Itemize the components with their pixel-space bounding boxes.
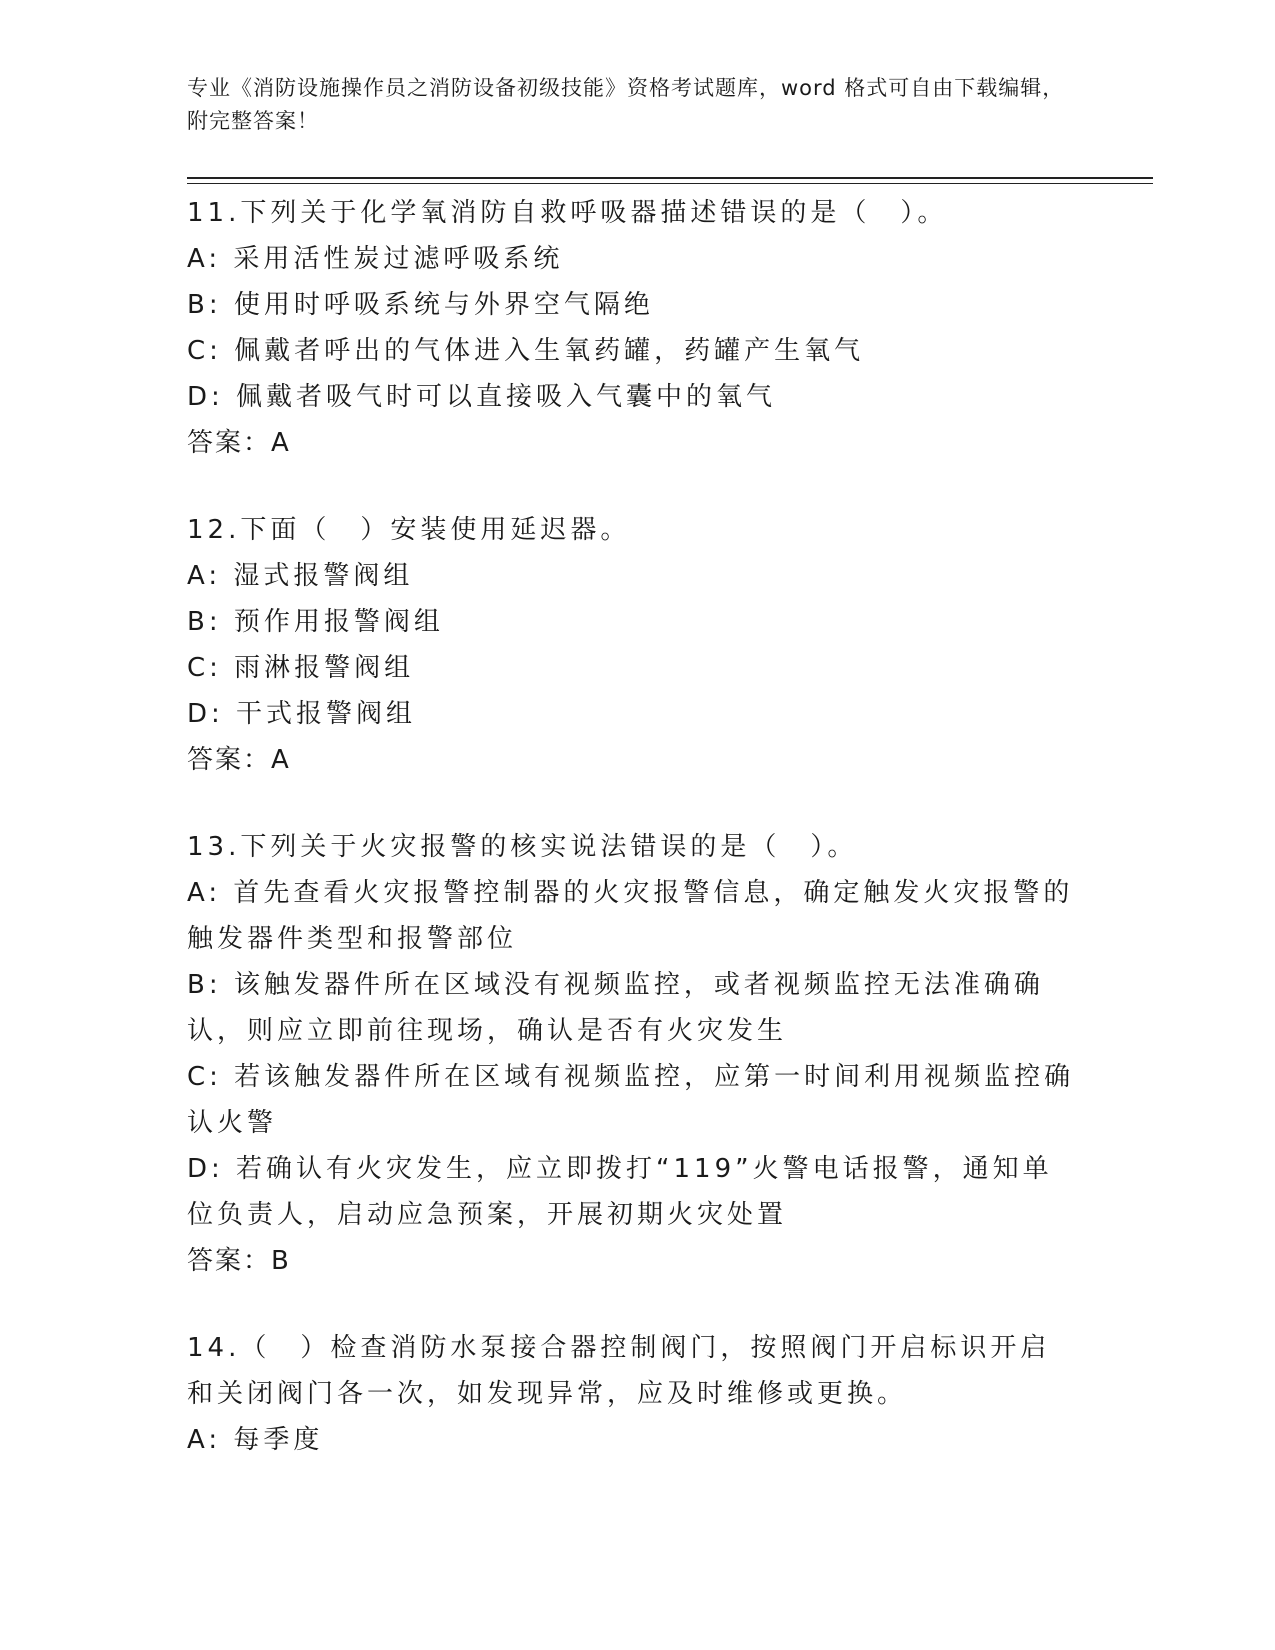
- question-stem: 11.下列关于化学氧消防自救呼吸器描述错误的是（ ）。: [187, 198, 948, 228]
- option-d: D: 佩戴者吸气时可以直接吸入气囊中的氧气: [187, 382, 777, 412]
- option-a: A: 湿式报警阀组: [187, 561, 414, 591]
- option-c: C: 佩戴者呼出的气体进入生氧药罐，药罐产生氧气: [187, 336, 865, 366]
- question-13: [187, 824, 1077, 1284]
- question-stem: 13.下列关于火灾报警的核实说法错误的是（ ）。: [187, 832, 858, 862]
- question-14: [187, 1325, 1077, 1463]
- option-d: D: 若确认有火灾发生，应立即拨打“119”火警电话报警，通知单位负责人，启动应急预案，开展初期火灾处置: [187, 1154, 1053, 1230]
- header-divider-thick: [187, 177, 1153, 179]
- option-c: C: 雨淋报警阀组: [187, 653, 415, 683]
- answer-line: 答案：A: [187, 745, 291, 775]
- document-header: 专业《消防设施操作员之消防设备初级技能》资格考试题库，word 格式可自由下载编辑，附完整答案！: [187, 76, 1065, 133]
- option-b: B: 使用时呼吸系统与外界空气隔绝: [187, 290, 654, 320]
- option-c: C: 若该触发器件所在区域有视频监控，应第一时间利用视频监控确认火警: [187, 1062, 1075, 1138]
- header-divider-thin: [187, 183, 1153, 184]
- question-stem: 14.（ ）检查消防水泵接合器控制阀门，按照阀门开启标识开启和关闭阀门各一次，如发现异常，应及时维修或更换。: [187, 1333, 1051, 1409]
- option-a: A: 首先查看火灾报警控制器的火灾报警信息，确定触发火灾报警的触发器件类型和报警部位: [187, 878, 1074, 954]
- option-a: A: 采用活性炭过滤呼吸系统: [187, 244, 564, 274]
- option-b: B: 该触发器件所在区域没有视频监控，或者视频监控无法准确确认，则应立即前往现场，确认是否有火灾发生: [187, 970, 1044, 1046]
- option-d: D: 干式报警阀组: [187, 699, 417, 729]
- question-12: [187, 507, 1077, 783]
- answer-line: 答案：B: [187, 1246, 291, 1276]
- option-a: A: 每季度: [187, 1425, 324, 1455]
- question-list: [187, 190, 1077, 1504]
- question-stem: 12.下面（ ）安装使用延迟器。: [187, 515, 631, 545]
- question-11: [187, 190, 1077, 466]
- option-b: B: 预作用报警阀组: [187, 607, 444, 637]
- answer-line: 答案：A: [187, 428, 291, 458]
